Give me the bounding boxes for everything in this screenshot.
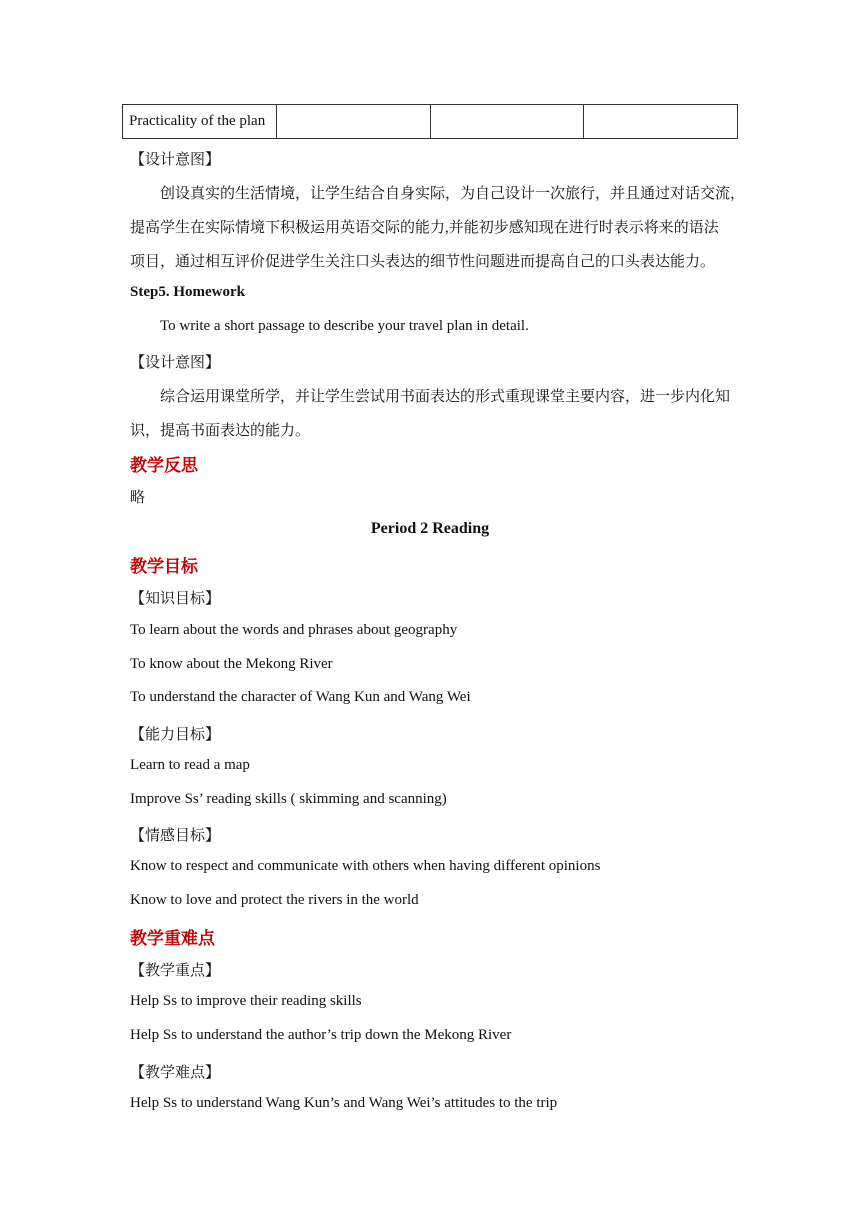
design-intent-label: 【设计意图】 <box>130 355 221 371</box>
table-cell <box>430 105 584 139</box>
goals-heading: 教学目标 <box>130 557 198 577</box>
homework-text: To write a short passage to describe your travel plan in detail. <box>160 318 529 334</box>
keypoints-heading: 教学重难点 <box>130 929 215 949</box>
list-item: Know to respect and communicate with others when having different opinions <box>130 858 601 874</box>
list-item: Help Ss to improve their reading skills <box>130 993 362 1009</box>
reflection-heading: 教学反思 <box>130 456 198 476</box>
table-cell <box>584 105 738 139</box>
difficult-points-label: 【教学难点】 <box>130 1065 221 1081</box>
list-item: To understand the character of Wang Kun and Wang Wei <box>130 689 471 705</box>
list-item: Help Ss to understand the author’s trip down the Mekong River <box>130 1027 512 1043</box>
paragraph-line: 提高学生在实际情境下积极运用英语交际的能力,并能初步感知现在进行时表示将来的语法 <box>130 220 719 236</box>
table-row <box>123 105 738 139</box>
key-points-label: 【教学重点】 <box>130 963 221 979</box>
design-intent-label: 【设计意图】 <box>130 152 221 168</box>
paragraph-line: 项目，通过相互评价促进学生关注口头表达的细节性问题进而提高自己的口头表达能力。 <box>130 254 716 270</box>
ability-goals-label: 【能力目标】 <box>130 727 221 743</box>
reflection-text: 略 <box>130 490 146 506</box>
list-item: Learn to read a map <box>130 757 250 773</box>
evaluation-table <box>122 104 738 139</box>
list-item: To know about the Mekong River <box>130 656 333 672</box>
list-item: Improve Ss’ reading skills ( skimming and scanning) <box>130 791 447 807</box>
paragraph-line: 识，提高书面表达的能力。 <box>130 423 311 439</box>
paragraph-line: 创设真实的生活情境，让学生结合自身实际，为自己设计一次旅行，并且通过对话交流， <box>160 186 746 202</box>
period-title: Period 2 Reading <box>370 520 490 537</box>
table-row-label: Practicality of the plan <box>123 105 277 139</box>
step5-heading: Step5. Homework <box>130 284 245 300</box>
list-item: Help Ss to understand Wang Kun’s and Wang Wei’s attitudes to the trip <box>130 1095 558 1111</box>
emotion-goals-label: 【情感目标】 <box>130 828 221 844</box>
paragraph-line: 综合运用课堂所学，并让学生尝试用书面表达的形式重现课堂主要内容，进一步内化知 <box>160 389 731 405</box>
table-cell <box>277 105 431 139</box>
list-item: Know to love and protect the rivers in the world <box>130 892 419 908</box>
knowledge-goals-label: 【知识目标】 <box>130 591 221 607</box>
list-item: To learn about the words and phrases about geography <box>130 622 458 638</box>
